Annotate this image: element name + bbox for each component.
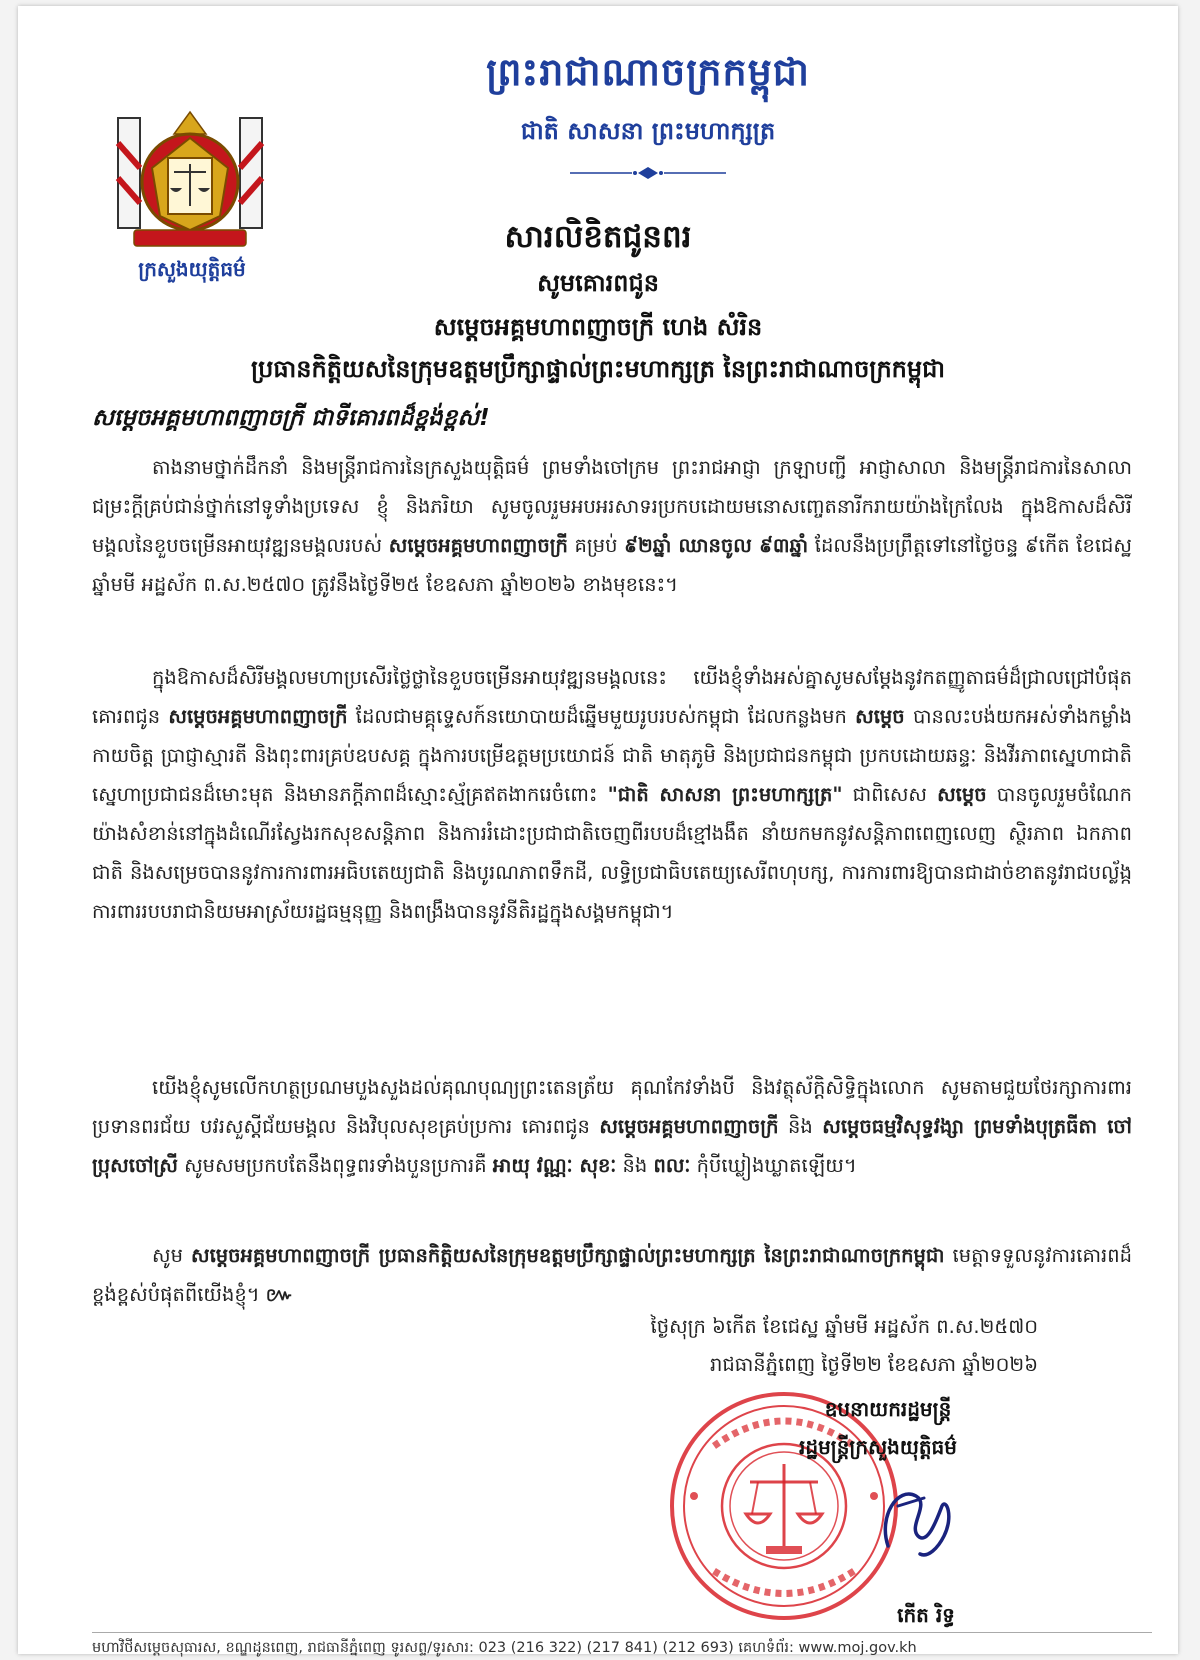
signatory-title-2: រដ្ឋមន្ត្រីក្រសួងយុត្តិធម៌ [799, 1435, 957, 1459]
lunar-date: ថ្ងៃសុក្រ ៦កើត ខែជេស្ឋ ឆ្នាំមមី អដ្ឋស័ក ព.ស.២៥៧០ [650, 1315, 1038, 1338]
ministry-name: ក្រសួងយុត្តិធម៌ [138, 257, 246, 281]
letter-title: សារលិខិតជូនពរ [504, 219, 692, 255]
handwritten-signature-icon [858, 1476, 968, 1566]
paragraph-1: តាងនាមថ្នាក់ដឹកនាំ និងមន្ត្រីរាជការនៃក្រសួងយុត្តិធម៌ ព្រមទាំងចៅក្រម ព្រះរាជអាជ្ញា ក្រឡាបញ្ជី អាជ្ញាសាលា និងមន្ត្រីរាជការនៃសាលាជម្រះក្តីគ្រប់ជាន់ថ្នាក់នៅទូទាំងប្រទេស ខ្ញុំ និងភរិយា សូមចូលរួមអបអរសាទរប្រកបដោយមនោសញ្ចេតនារីករាយយ៉ាងក្រៃលែង ក្នុងឱកាសដ៏សិរីមង្គលនៃខួបចម្រើនអាយុវឌ្ឍនមង្គលរបស់ សម្តេចអគ្គមហាពញាចក្រី គម្រប់ ៩២ឆ្នាំ ឈានចូល ៩៣ឆ្នាំ ដែលនឹងប្រព្រឹត្តទៅនៅថ្ងៃចន្ទ ៩កើត ខែជេស្ឋ ឆ្នាំមមី អដ្ឋស័ក ព.ស.២៥៧០ ត្រូវនឹងថ្ងៃទី២៥ ខែឧសភា ឆ្នាំ២០២៦ ខាងមុខនេះ។ [92, 456, 1132, 596]
paragraph-3: យើងខ្ញុំសូមលើកហត្ថប្រណមបួងសួងដល់គុណបុណ្យព្រះតេនត្រ័យ គុណកែវទាំងបី និងវត្ថុស័ក្តិសិទ្ធិក្នុងលោក សូមតាមជួយថែរក្សាការពារ ប្រទានពរជ័យ បវរសួស្តីជ័យមង្គល និងវិបុលសុខគ្រប់ប្រការ គោរពជូន សម្តេចអគ្គមហាពញាចក្រី និង សម្តេចធម្មវិសុទ្ធវង្សា ព្រមទាំងបុត្រធីតា ចៅប្រុសចៅស្រី សូមសមប្រកបតែនឹងពុទ្ធពរទាំងបួនប្រការគឺ អាយុ វណ្ណៈ សុខៈ និង ពលៈ កុំបីឃ្លៀងឃ្លាតឡើយ។ [92, 1076, 1132, 1177]
national-motto: ជាតិ សាសនា ព្រះមហាក្សត្រ [520, 117, 776, 145]
ornament-divider-icon [568, 166, 728, 180]
letter-page [18, 6, 1178, 1654]
kingdom-heading: ព្រះរាជាណាចក្រកម្ពុជា [486, 50, 810, 94]
recipient-name: សម្តេចអគ្គមហាពញាចក្រី ហេង សំរិន [433, 313, 763, 341]
letterhead-footer: មហាវិថីសម្តេចសុធារស, ខណ្ឌដូនពេញ, រាជធានីភ្នំពេញ ទូរសព្ទ/ទូរសារ: 023 (216 322) (217 841) (212 693) គេហទំព័រ: www.moj.gov.kh [92, 1632, 1152, 1660]
paragraph-2: ក្នុងឱកាសដ៏សិរីមង្គលមហាប្រសើរថ្លៃថ្លានៃខួបចម្រើនអាយុវឌ្ឍនមង្គលនេះ យើងខ្ញុំទាំងអស់គ្នាសូមសម្តែងនូវកតញ្ញូតាធម៌ដ៏ជ្រាលជ្រៅបំផុត គោរពជូន សម្តេចអគ្គមហាពញាចក្រី ដែលជាមគ្គុទ្ទេសក៍នយោបាយដ៏ឆ្នើមមួយរូបរបស់កម្ពុជា ដែលកន្លងមក សម្តេច បានលះបង់យកអស់ទាំងកម្លាំងកាយចិត្ត ប្រាជ្ញាស្មារតី និងពុះពារគ្រប់ឧបសគ្គ ក្នុងការបម្រើឧត្តមប្រយោជន៍ ជាតិ មាតុភូមិ និងប្រជាជនកម្ពុជា ប្រកបដោយឆន្ទៈ និងវីរភាពស្នេហាជាតិ ស្នេហាប្រជាជនដ៏មោះមុត និងមានភក្តីភាពដ៏ស្មោះស្ម័គ្រឥតងាករេចំពោះ "ជាតិ សាសនា ព្រះមហាក្សត្រ" ជាពិសេស សម្តេច បានចូលរួមចំណែកយ៉ាងសំខាន់នៅក្នុងដំណើរស្វែងរកសុខសន្តិភាព និងការរំដោះប្រជាជាតិចេញពីរបបដ៏ខ្មៅងងឹត នាំយកមកនូវសន្តិភាពពេញលេញ ស្ថិរភាព ឯកភាពជាតិ និងសម្រេចបាននូវការការពារអធិបតេយ្យជាតិ និងបូរណភាពទឹកដី, លទ្ធិប្រជាធិបតេយ្យសេរីពហុបក្ស, ការការពារឱ្យបានជាដាច់ខាតនូវរាជបល្ល័ង្ក ការពាររបបរាជានិយមអាស្រ័យរដ្ឋធម្មនុញ្ញ និងពង្រឹងបាននូវនីតិរដ្ឋក្នុងសង្គមកម្ពុជា។ [92, 666, 1132, 923]
salutation: សម្តេចអគ្គមហាពញាចក្រី ជាទីគោរពដ៏ខ្ពង់ខ្ពស់! [92, 405, 490, 431]
recipient-title: ប្រធានកិត្តិយសនៃក្រុមឧត្តមប្រឹក្សាផ្ទាល់ព្រះមហាក្សត្រ នៃព្រះរាជាណាចក្រកម្ពុជា [250, 355, 946, 383]
signatory-name: កើត រិទ្ធ [897, 1603, 955, 1627]
paragraph-4: សូម សម្តេចអគ្គមហាពញាចក្រី ប្រធានកិត្តិយសនៃក្រុមឧត្តមប្រឹក្សាផ្ទាល់ព្រះមហាក្សត្រ នៃព្រះរាជាណាចក្រកម្ពុជា មេត្តាទទួលនូវការគោរពដ៏ខ្ពង់ខ្ពស់បំផុតពីយើងខ្ញុំ។ ៚ [92, 1244, 1132, 1306]
respectfully-to: សូមគោរពជូន [537, 269, 659, 297]
signatory-title-1: ឧបនាយករដ្ឋមន្ត្រី [824, 1397, 952, 1421]
solar-date: រាជធានីភ្នំពេញ ថ្ងៃទី២២ ខែឧសភា ឆ្នាំ២០២៦ [709, 1353, 1038, 1376]
